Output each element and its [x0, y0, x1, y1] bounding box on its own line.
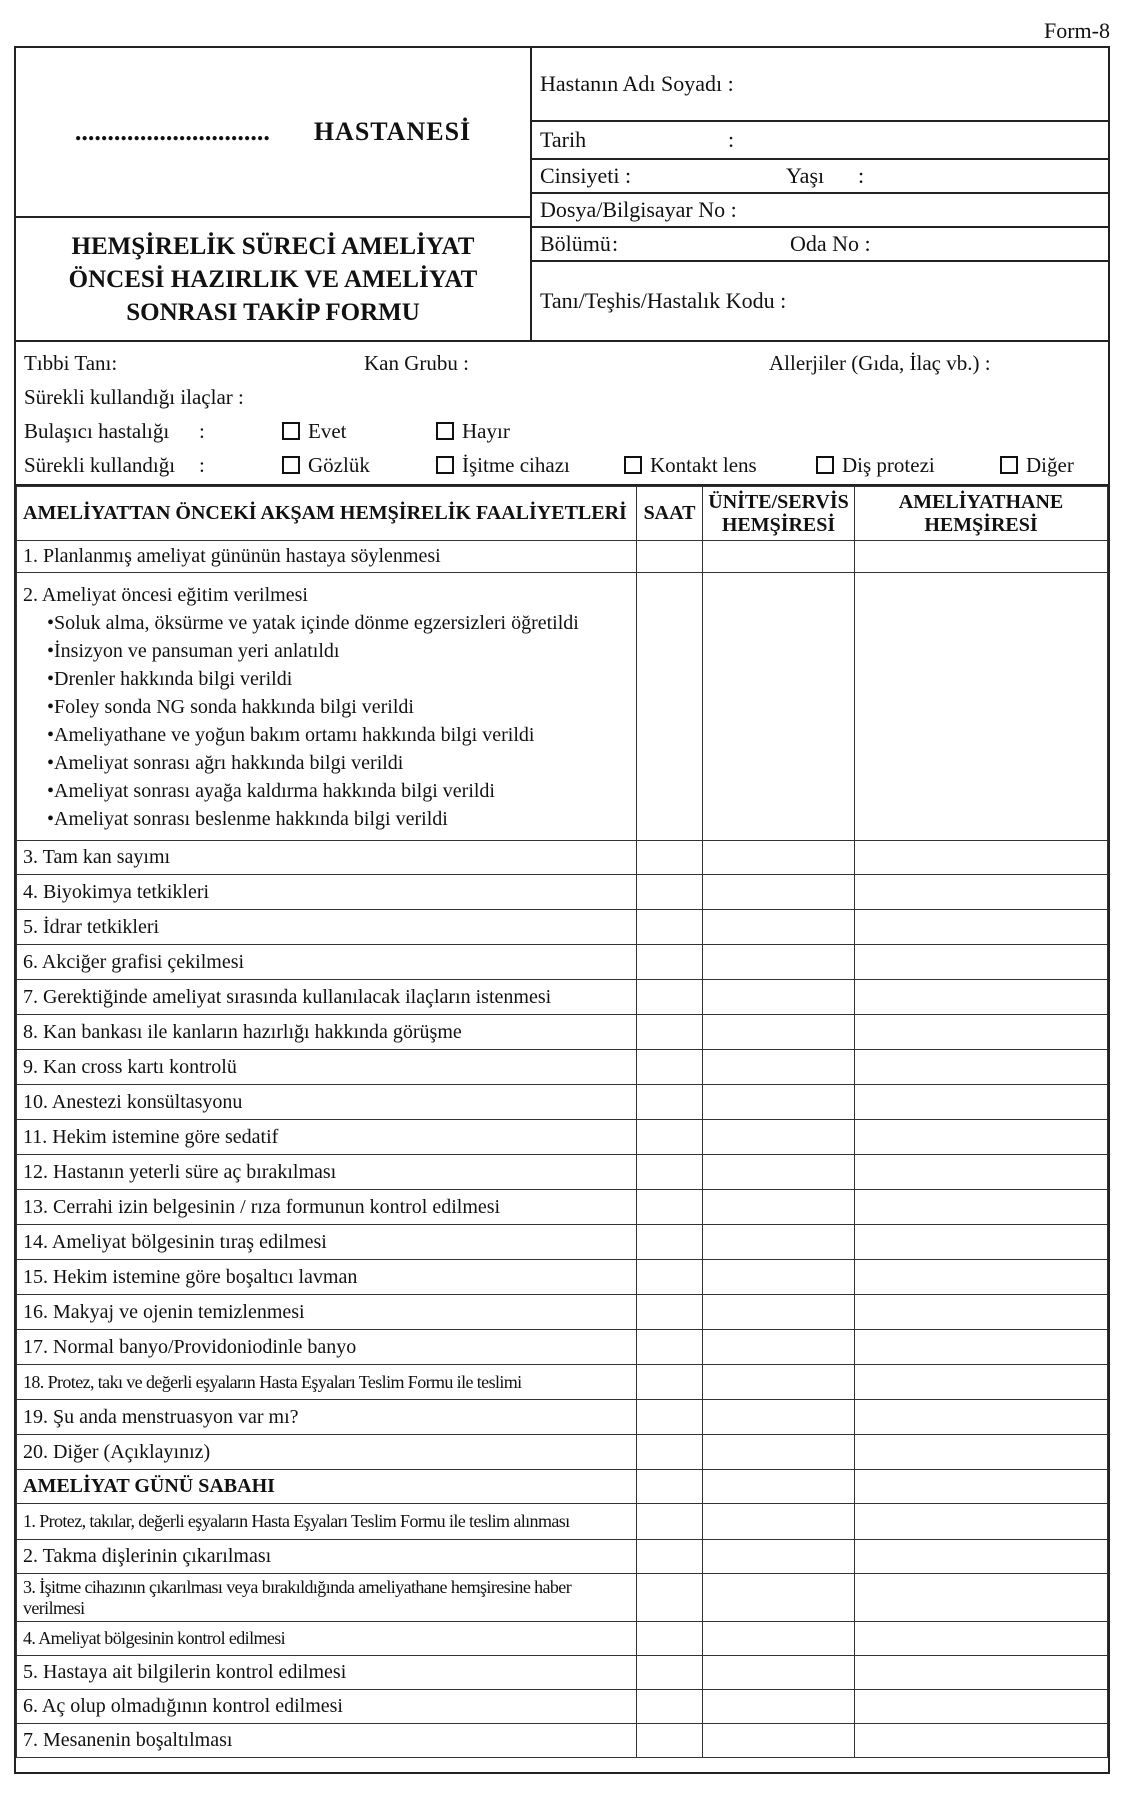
- department-colon: :: [612, 231, 619, 256]
- table-row: [17, 945, 1108, 980]
- option-gozluk[interactable]: [282, 453, 370, 478]
- time-cell[interactable]: [637, 1295, 703, 1330]
- option-dis-protezi[interactable]: [816, 453, 935, 478]
- or-nurse-cell[interactable]: [855, 945, 1108, 980]
- age-label: Yaşı: [786, 163, 825, 188]
- or-nurse-cell[interactable]: [855, 1622, 1108, 1656]
- form-title-line: ÖNCESİ HAZIRLIK VE AMELİYAT: [68, 265, 478, 293]
- department-room-field[interactable]: [532, 228, 1108, 262]
- table-row: [17, 1155, 1108, 1190]
- activity-label: 9. Kan cross kartı kontrolü: [17, 1050, 637, 1085]
- activity-label: 17. Normal banyo/Providoniodinle banyo: [17, 1330, 637, 1365]
- table-row: [17, 1574, 1108, 1622]
- time-cell[interactable]: [637, 1015, 703, 1050]
- hospital-name-blank: ..............................: [74, 117, 270, 146]
- table-row: [17, 1540, 1108, 1574]
- education-bullet: •Foley sonda NG sonda hakkında bilgi verildi: [47, 696, 414, 718]
- activity-label: 11. Hekim istemine göre sedatif: [17, 1120, 637, 1155]
- patient-info-panel: [532, 48, 1108, 340]
- or-nurse-cell[interactable]: [855, 1656, 1108, 1690]
- infectious-colon: :: [199, 418, 205, 443]
- time-cell[interactable]: [637, 980, 703, 1015]
- blood-group-label[interactable]: Kan Grubu :: [364, 350, 469, 375]
- ward-nurse-cell[interactable]: [703, 875, 855, 910]
- table-row: [17, 980, 1108, 1015]
- evet-checkbox[interactable]: [282, 422, 300, 440]
- form-title-line: SONRASI TAKİP FORMU: [126, 298, 420, 326]
- ward-nurse-cell[interactable]: [703, 1724, 855, 1758]
- morning-header-row: [17, 1470, 1108, 1504]
- dis-protezi-checkbox[interactable]: [816, 456, 834, 474]
- ward-nurse-cell[interactable]: [703, 1260, 855, 1295]
- age-colon: :: [858, 163, 865, 188]
- or-nurse-cell[interactable]: [855, 1574, 1108, 1622]
- or-nurse-cell[interactable]: [855, 573, 1108, 841]
- activity-label: 13. Cerrahi izin belgesinin / rıza formunun kontrol edilmesi: [17, 1190, 637, 1225]
- activity-label: 10. Anestezi konsültasyonu: [17, 1085, 637, 1120]
- ward-nurse-cell[interactable]: [703, 1190, 855, 1225]
- table-row: [17, 573, 1108, 841]
- ward-nurse-cell[interactable]: [703, 1155, 855, 1190]
- or-nurse-cell[interactable]: [855, 1504, 1108, 1540]
- education-bullet: •Soluk alma, öksürme ve yatak içinde dönme egzersizleri öğretildi: [47, 612, 579, 634]
- ward-nurse-cell[interactable]: [703, 1574, 855, 1622]
- ward-nurse-cell[interactable]: [703, 1622, 855, 1656]
- morning-header: AMELİYAT GÜNÜ SABAHI: [17, 1470, 637, 1504]
- time-cell[interactable]: [637, 1540, 703, 1574]
- ward-nurse-cell[interactable]: [703, 573, 855, 841]
- table-row: [17, 910, 1108, 945]
- ward-nurse-cell[interactable]: [703, 980, 855, 1015]
- regular-meds-label[interactable]: Sürekli kullandığı ilaçlar :: [24, 384, 244, 409]
- table-row: [17, 1050, 1108, 1085]
- dis-protezi-label: Diş protezi: [842, 452, 935, 477]
- morning-rows: [17, 1504, 1108, 1758]
- education-bullet: •Drenler hakkında bilgi verildi: [47, 668, 293, 690]
- or-nurse-cell[interactable]: [855, 1260, 1108, 1295]
- or-nurse-cell[interactable]: [855, 1470, 1108, 1504]
- ward-nurse-cell[interactable]: [703, 541, 855, 573]
- gender-age-field[interactable]: [532, 160, 1108, 194]
- isitme-cihazi-label: İşitme cihazı: [462, 452, 570, 477]
- or-nurse-cell[interactable]: [855, 1050, 1108, 1085]
- file-no-label: Dosya/Bilgisayar No :: [540, 197, 737, 222]
- time-cell[interactable]: [637, 1120, 703, 1155]
- or-nurse-cell[interactable]: [855, 541, 1108, 573]
- table-row: [17, 1622, 1108, 1656]
- table-row: [17, 1365, 1108, 1400]
- regular-meds-line: [24, 380, 1100, 414]
- or-nurse-cell[interactable]: [855, 980, 1108, 1015]
- activity-label: 20. Diğer (Açıklayınız): [17, 1435, 637, 1470]
- activity-label: 18. Protez, takı ve değerli eşyaların Hasta Eşyaları Teslim Formu ile teslimi: [17, 1365, 637, 1400]
- or-nurse-cell[interactable]: [855, 1365, 1108, 1400]
- table-row: [17, 875, 1108, 910]
- file-no-field[interactable]: [532, 194, 1108, 228]
- ward-nurse-cell[interactable]: [703, 1400, 855, 1435]
- or-nurse-cell[interactable]: [855, 875, 1108, 910]
- table-row: [17, 541, 1108, 573]
- ward-nurse-header: ÜNİTE/SERVİS HEMŞİRESİ: [703, 487, 855, 541]
- or-nurse-cell[interactable]: [855, 1540, 1108, 1574]
- or-nurse-cell[interactable]: [855, 1724, 1108, 1758]
- ward-nurse-cell[interactable]: [703, 1225, 855, 1260]
- or-nurse-cell[interactable]: [855, 1400, 1108, 1435]
- education-bullet: •Ameliyat sonrası beslenme hakkında bilgi verildi: [47, 808, 448, 830]
- room-no-label: Oda No :: [790, 231, 871, 256]
- activity-label: 4. Biyokimya tetkikleri: [17, 875, 637, 910]
- time-cell[interactable]: [637, 910, 703, 945]
- table-row: [17, 1724, 1108, 1758]
- option-evet[interactable]: [282, 419, 346, 444]
- activities-table: [16, 486, 1108, 1758]
- or-nurse-cell[interactable]: [855, 1690, 1108, 1724]
- table-row: [17, 1295, 1108, 1330]
- evening-rows: [17, 841, 1108, 1470]
- time-cell[interactable]: [637, 1330, 703, 1365]
- time-cell[interactable]: [637, 1724, 703, 1758]
- time-cell[interactable]: [637, 1400, 703, 1435]
- gender-label: Cinsiyeti :: [540, 163, 632, 188]
- ward-nurse-cell[interactable]: [703, 1120, 855, 1155]
- evet-label: Evet: [308, 418, 347, 443]
- table-row: [17, 1190, 1108, 1225]
- table-row: [17, 1656, 1108, 1690]
- time-header: SAAT: [637, 487, 703, 541]
- ward-nurse-cell[interactable]: [703, 841, 855, 875]
- table-row: [17, 1400, 1108, 1435]
- activity-label: 19. Şu anda menstruasyon var mı?: [17, 1400, 637, 1435]
- diger-checkbox[interactable]: [1000, 456, 1018, 474]
- ward-nurse-cell[interactable]: [703, 1050, 855, 1085]
- or-nurse-cell[interactable]: [855, 1435, 1108, 1470]
- activity-label: 5. Hastaya ait bilgilerin kontrol edilmesi: [17, 1656, 637, 1690]
- hayir-label: Hayır: [462, 418, 510, 443]
- activity-label: 6. Akciğer grafisi çekilmesi: [17, 945, 637, 980]
- allergies-label[interactable]: Allerjiler (Gıda, İlaç vb.) :: [769, 350, 991, 375]
- regular-use-colon: :: [199, 452, 205, 477]
- or-nurse-cell[interactable]: [855, 1085, 1108, 1120]
- time-cell[interactable]: [637, 841, 703, 875]
- or-nurse-header: AMELİYATHANE HEMŞİRESİ: [855, 487, 1108, 541]
- diagnosis-code-field[interactable]: [532, 262, 1108, 340]
- education-bullet: •Ameliyat sonrası ağrı hakkında bilgi verildi: [47, 752, 404, 774]
- medical-diagnosis-label[interactable]: Tıbbi Tanı:: [24, 350, 118, 375]
- activity-label: 7. Gerektiğinde ameliyat sırasında kullanılacak ilaçların istenmesi: [17, 980, 637, 1015]
- table-row: [17, 1504, 1108, 1540]
- form-frame: [14, 46, 1110, 1774]
- form-title-line: HEMŞİRELİK SÜRECİ AMELİYAT: [71, 232, 475, 260]
- table-row: [17, 1260, 1108, 1295]
- time-cell[interactable]: [637, 875, 703, 910]
- table-row: [17, 841, 1108, 875]
- date-label: Tarih: [540, 127, 587, 152]
- hospital-label: HASTANESİ: [313, 117, 472, 146]
- option-isitme-cihazi[interactable]: [436, 453, 570, 478]
- table-row: [17, 1120, 1108, 1155]
- regular-use-label: Sürekli kullandığı: [24, 452, 176, 477]
- ward-nurse-cell[interactable]: [703, 1295, 855, 1330]
- table-header-row: [17, 487, 1108, 541]
- patient-name-field[interactable]: [532, 48, 1108, 122]
- ward-nurse-cell[interactable]: [703, 1540, 855, 1574]
- option-kontakt-lens[interactable]: [624, 453, 757, 478]
- or-nurse-cell[interactable]: [855, 910, 1108, 945]
- infectious-label: Bulaşıcı hastalığı: [24, 418, 170, 443]
- table-row: [17, 1330, 1108, 1365]
- or-nurse-cell[interactable]: [855, 1190, 1108, 1225]
- infectious-line: [24, 414, 1100, 448]
- patient-details: [16, 342, 1108, 486]
- patient-name-label: Hastanın Adı Soyadı :: [540, 71, 734, 96]
- form-header: [16, 48, 1108, 342]
- time-cell[interactable]: [637, 1050, 703, 1085]
- activity-label: 3. Tam kan sayımı: [17, 841, 637, 875]
- hayir-checkbox[interactable]: [436, 422, 454, 440]
- or-nurse-cell[interactable]: [855, 1295, 1108, 1330]
- activity-label: 4. Ameliyat bölgesinin kontrol edilmesi: [17, 1622, 637, 1656]
- ward-nurse-cell[interactable]: [703, 1690, 855, 1724]
- activity-label: 7. Mesanenin boşaltılması: [17, 1724, 637, 1758]
- kontakt-lens-label: Kontakt lens: [650, 452, 757, 477]
- activity-label: 1. Planlanmış ameliyat gününün hastaya söylenmesi: [17, 541, 637, 573]
- activity-label: 12. Hastanın yeterli süre aç bırakılması: [17, 1155, 637, 1190]
- diagnosis-code-label: Tanı/Teşhis/Hastalık Kodu :: [540, 288, 787, 313]
- gozluk-label: Gözlük: [308, 452, 370, 477]
- ward-nurse-cell[interactable]: [703, 945, 855, 980]
- ward-nurse-cell[interactable]: [703, 1085, 855, 1120]
- education-bullet: •İnsizyon ve pansuman yeri anlatıldı: [47, 640, 340, 662]
- regular-use-line: [24, 448, 1100, 482]
- table-row: [17, 1435, 1108, 1470]
- education-bullet: •Ameliyathane ve yoğun bakım ortamı hakkında bilgi verildi: [47, 724, 535, 746]
- activity-label: 5. İdrar tetkikleri: [17, 910, 637, 945]
- time-cell[interactable]: [637, 1622, 703, 1656]
- activity-label: 6. Aç olup olmadığının kontrol edilmesi: [17, 1690, 637, 1724]
- activity-label: 2. Takma dişlerinin çıkarılması: [17, 1540, 637, 1574]
- time-cell[interactable]: [637, 1656, 703, 1690]
- diagnosis-line: [24, 346, 1100, 380]
- date-field[interactable]: [532, 122, 1108, 160]
- or-nurse-cell[interactable]: [855, 1155, 1108, 1190]
- or-nurse-cell[interactable]: [855, 1015, 1108, 1050]
- time-cell[interactable]: [637, 573, 703, 841]
- ward-nurse-cell[interactable]: [703, 1435, 855, 1470]
- isitme-cihazi-checkbox[interactable]: [436, 456, 454, 474]
- table-row: [17, 1690, 1108, 1724]
- option-hayir[interactable]: [436, 419, 510, 444]
- ward-nurse-cell[interactable]: [703, 1330, 855, 1365]
- education-bullets: [23, 609, 630, 833]
- activities-header: AMELİYATTAN ÖNCEKİ AKŞAM HEMŞİRELİK FAALİYETLERİ: [17, 487, 637, 541]
- education-bullet: •Ameliyat sonrası ayağa kaldırma hakkında bilgi verildi: [47, 780, 495, 802]
- activity-label: 16. Makyaj ve ojenin temizlenmesi: [17, 1295, 637, 1330]
- option-diger[interactable]: [1000, 453, 1074, 478]
- or-nurse-cell[interactable]: [855, 1330, 1108, 1365]
- department-label: Bölümü: [540, 231, 611, 256]
- form-number: Form-8: [1044, 18, 1110, 43]
- time-cell[interactable]: [637, 1260, 703, 1295]
- form-title: [16, 218, 530, 340]
- time-cell[interactable]: [637, 1574, 703, 1622]
- ward-nurse-cell[interactable]: [703, 1015, 855, 1050]
- time-cell[interactable]: [637, 1690, 703, 1724]
- or-nurse-cell[interactable]: [855, 1225, 1108, 1260]
- diger-label: Diğer: [1026, 452, 1074, 477]
- activity-label: 3. İşitme cihazının çıkarılması veya bırakıldığında ameliyathane hemşiresine haber verilmesi: [17, 1574, 637, 1622]
- table-row: [17, 1085, 1108, 1120]
- ward-nurse-cell[interactable]: [703, 1470, 855, 1504]
- kontakt-lens-checkbox[interactable]: [624, 456, 642, 474]
- time-cell[interactable]: [637, 1435, 703, 1470]
- activity-label: 14. Ameliyat bölgesinin tıraş edilmesi: [17, 1225, 637, 1260]
- header-left: [16, 48, 532, 340]
- or-nurse-cell[interactable]: [855, 1120, 1108, 1155]
- ward-nurse-cell[interactable]: [703, 1504, 855, 1540]
- time-cell[interactable]: [637, 1365, 703, 1400]
- time-cell[interactable]: [637, 1470, 703, 1504]
- activity-label: 15. Hekim istemine göre boşaltıcı lavman: [17, 1260, 637, 1295]
- activity-label: 2. Ameliyat öncesi eğitim verilmesi: [23, 584, 308, 606]
- ward-nurse-cell[interactable]: [703, 910, 855, 945]
- activity-label: 1. Protez, takılar, değerli eşyaların Hasta Eşyaları Teslim Formu ile teslim alınması: [17, 1504, 637, 1540]
- or-nurse-cell[interactable]: [855, 841, 1108, 875]
- ward-nurse-cell[interactable]: [703, 1365, 855, 1400]
- time-cell[interactable]: [637, 1155, 703, 1190]
- table-row: [17, 1225, 1108, 1260]
- time-cell[interactable]: [637, 1085, 703, 1120]
- activity-label-group: [17, 573, 637, 841]
- ward-nurse-cell[interactable]: [703, 1656, 855, 1690]
- date-colon: :: [728, 127, 735, 152]
- time-cell[interactable]: [637, 1190, 703, 1225]
- hospital-name-field[interactable]: [16, 48, 530, 218]
- time-cell[interactable]: [637, 1225, 703, 1260]
- time-cell[interactable]: [637, 1504, 703, 1540]
- time-cell[interactable]: [637, 945, 703, 980]
- gozluk-checkbox[interactable]: [282, 456, 300, 474]
- activity-label: 8. Kan bankası ile kanların hazırlığı hakkında görüşme: [17, 1015, 637, 1050]
- time-cell[interactable]: [637, 541, 703, 573]
- table-row: [17, 1015, 1108, 1050]
